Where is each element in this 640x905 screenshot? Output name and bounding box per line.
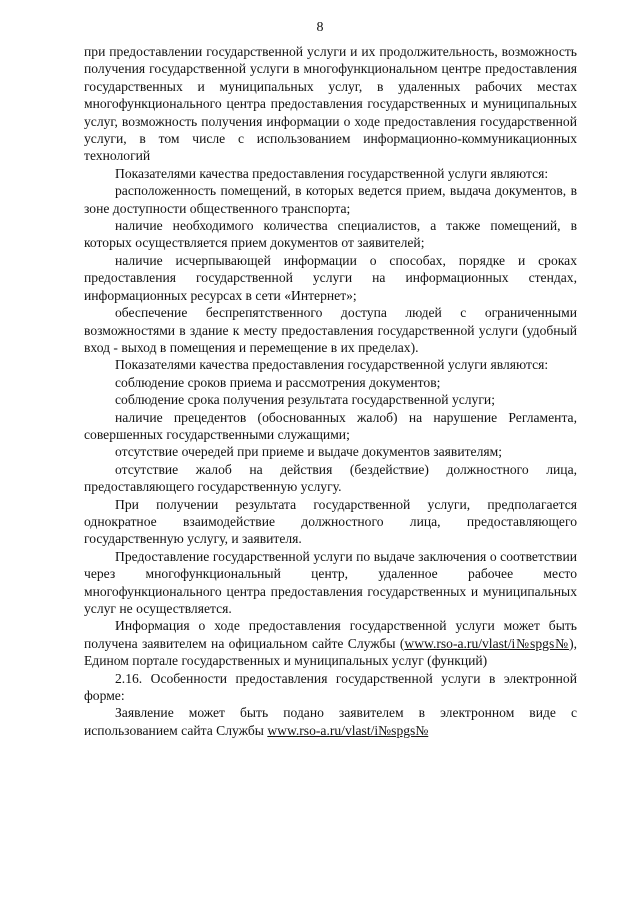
- paragraph-list: [84, 43, 577, 617]
- paragraph: Показателями качества предоставления государственной услуги являются:: [115, 357, 549, 373]
- document-body: [84, 43, 577, 739]
- paragraph: наличие прецедентов (обоснованных жалоб) на нарушение Регламента, совершенных государственными служащими;: [84, 409, 577, 442]
- final-text: Заявление может быть подано заявителем в электронном виде с использованием сайта Службы: [84, 705, 577, 738]
- final-paragraph: [84, 704, 577, 739]
- info-text-after: ), Едином портале государственных и муниципальных услуг (функций): [84, 635, 577, 669]
- service-website-link-2[interactable]: www.rso-a.ru/vlast/i№spgs№: [267, 722, 429, 738]
- paragraph: расположенность помещений, в которых ведется прием, выдача документов, в зоне доступности общественного транспорта;: [84, 183, 577, 216]
- paragraph: При получении результата государственной услуги, предполагается однократное взаимодействие должностного лица, предоставляющего государственную услугу, и заявителя.: [84, 496, 577, 547]
- paragraph: отсутствие очередей при приеме и выдаче документов заявителям;: [115, 444, 502, 460]
- service-website-link[interactable]: www.rso-a.ru/vlast/i№spgs№: [404, 635, 570, 651]
- info-paragraph: [84, 617, 577, 669]
- paragraph: Показателями качества предоставления государственной услуги являются:: [115, 165, 549, 181]
- page-number: 8: [316, 20, 324, 35]
- paragraph: наличие исчерпывающей информации о способах, порядке и сроках предоставления государственной услуги на информационных стендах, информационных ресурсах в сети «Интернет»;: [84, 252, 577, 303]
- paragraph: соблюдение срока получения результата государственной услуги;: [115, 392, 495, 408]
- section-heading: 2.16. Особенности предоставления государственной услуги в электронной форме:: [84, 670, 577, 704]
- paragraph: Предоставление государственной услуги по выдаче заключения о соответствии через многофункциональный центр, удаленное рабочее место многофункционального центра предоставления государственных и муниципальных услуг не осуществляется.: [84, 548, 577, 616]
- paragraph: отсутствие жалоб на действия (бездействие) должностного лица, предоставляющего государственную услугу.: [84, 461, 577, 495]
- paragraph: при предоставлении государственной услуги и их продолжительность, возможность получения государственной услуги в многофункциональном центре предоставления государственных и муниципальных услуг, в удаленных рабочих местах многофункционального центра предоставления государственных и муниципальных услуг, возможность получения информации о ходе предоставления государственной услуги, в том числе с использованием информационно-коммуникационных технологий: [84, 44, 577, 164]
- paragraph: соблюдение сроков приема и рассмотрения документов;: [115, 374, 441, 390]
- paragraph: наличие необходимого количества специалистов, а также помещений, в которых осуществляется прием документов от заявителей;: [84, 218, 577, 251]
- info-text-before: Информация о ходе предоставления государственной услуги может быть получена заявителем на официальном сайте Службы (: [84, 618, 577, 651]
- paragraph: обеспечение беспрепятственного доступа людей с ограниченными возможностями в здание к месту предоставления государственной услуги (удобный вход - выход в помещения и перемещение в их пределах).: [84, 305, 577, 355]
